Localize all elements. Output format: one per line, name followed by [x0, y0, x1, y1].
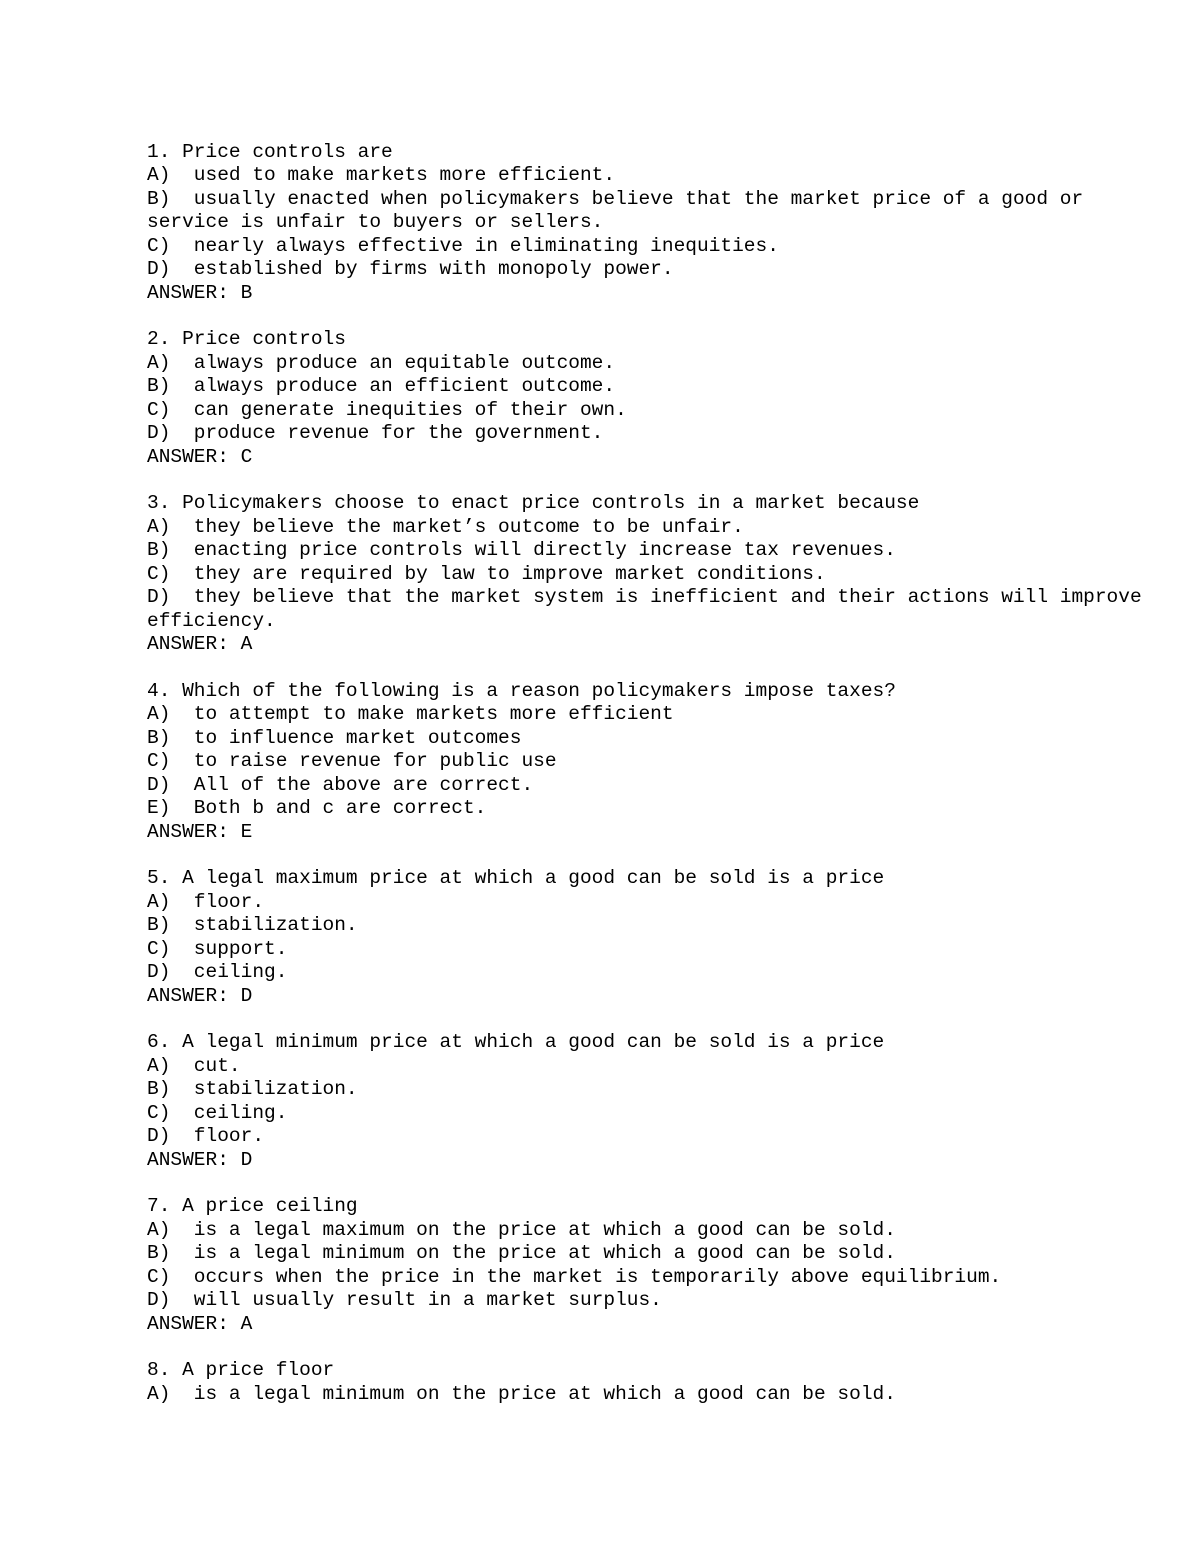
question-stem: 5. A legal maximum price at which a good can be sold is a price: [147, 867, 885, 890]
answer-choice: A) always produce an equitable outcome.: [147, 351, 616, 374]
answer-choice: C) support.: [147, 937, 288, 960]
answer-choice: D) produce revenue for the government.: [147, 422, 604, 445]
question-stem: 7. A price ceiling: [147, 1195, 358, 1218]
answer-choice: E) Both b and c are correct.: [147, 797, 487, 820]
answer-choice: B) usually enacted when policymakers believe that the market price of a good or service is unfair to buyers or sellers.: [147, 187, 1095, 234]
answer-choice: C) ceiling.: [147, 1101, 288, 1124]
answer-key: ANSWER: C: [147, 445, 253, 468]
answer-choice: D) established by firms with monopoly power.: [147, 258, 674, 281]
answer-key: ANSWER: A: [147, 1312, 253, 1335]
answer-choice: C) to raise revenue for public use: [147, 750, 557, 773]
answer-choice: A) used to make markets more efficient.: [147, 164, 616, 187]
answer-choice: A) to attempt to make markets more efficient: [147, 703, 674, 726]
answer-key: ANSWER: A: [147, 633, 253, 656]
answer-key: ANSWER: D: [147, 984, 253, 1007]
question-block: [147, 1195, 1147, 1336]
question-block: [147, 1359, 1147, 1406]
answer-choice: A) they believe the market’s outcome to be unfair.: [147, 515, 744, 538]
question-stem: 8. A price floor: [147, 1359, 335, 1382]
answer-choice: B) stabilization.: [147, 1078, 358, 1101]
answer-choice: D) they believe that the market system is inefficient and their actions will improve efficiency.: [147, 586, 1154, 632]
question-block: [147, 1031, 1147, 1172]
question-stem: 1. Price controls are: [147, 141, 393, 163]
answer-choice: D) All of the above are correct.: [147, 773, 534, 796]
answer-choice: A) cut.: [147, 1054, 241, 1077]
question-block: [147, 867, 1147, 1008]
question-stem: 6. A legal minimum price at which a good can be sold is a price: [147, 1031, 885, 1054]
answer-choice: D) ceiling.: [147, 961, 288, 984]
answer-choice: C) can generate inequities of their own.: [147, 398, 627, 421]
answer-choice: B) always produce an efficient outcome.: [147, 375, 616, 398]
answer-key: ANSWER: E: [147, 820, 253, 843]
question-stem: 3. Policymakers choose to enact price controls in a market because: [147, 492, 920, 515]
answer-choice: A) is a legal maximum on the price at which a good can be sold.: [147, 1218, 896, 1241]
answer-key: ANSWER: B: [147, 281, 253, 304]
answer-choice: C) nearly always effective in eliminating inequities.: [147, 234, 779, 257]
answer-choice: C) occurs when the price in the market is temporarily above equilibrium.: [147, 1265, 1002, 1288]
answer-choice: C) they are required by law to improve market conditions.: [147, 562, 826, 585]
answer-key: ANSWER: D: [147, 1148, 253, 1171]
question-stem: 4. Which of the following is a reason policymakers impose taxes?: [147, 679, 896, 702]
answer-choice: B) is a legal minimum on the price at which a good can be sold.: [147, 1242, 896, 1265]
question-block: [147, 492, 1154, 656]
answer-choice: A) is a legal minimum on the price at which a good can be sold.: [147, 1382, 896, 1405]
question-block: [147, 680, 1147, 844]
answer-choice: A) floor.: [147, 890, 265, 913]
question-block: [147, 141, 1147, 305]
answer-choice: B) stabilization.: [147, 914, 358, 937]
question-stem: 2. Price controls: [147, 328, 346, 351]
answer-choice: B) enacting price controls will directly increase tax revenues.: [147, 539, 896, 562]
answer-choice: D) will usually result in a market surplus.: [147, 1289, 662, 1312]
answer-choice: D) floor.: [147, 1125, 265, 1148]
question-block: [147, 328, 1147, 469]
document-page: [147, 141, 1154, 1430]
answer-choice: B) to influence market outcomes: [147, 726, 522, 749]
